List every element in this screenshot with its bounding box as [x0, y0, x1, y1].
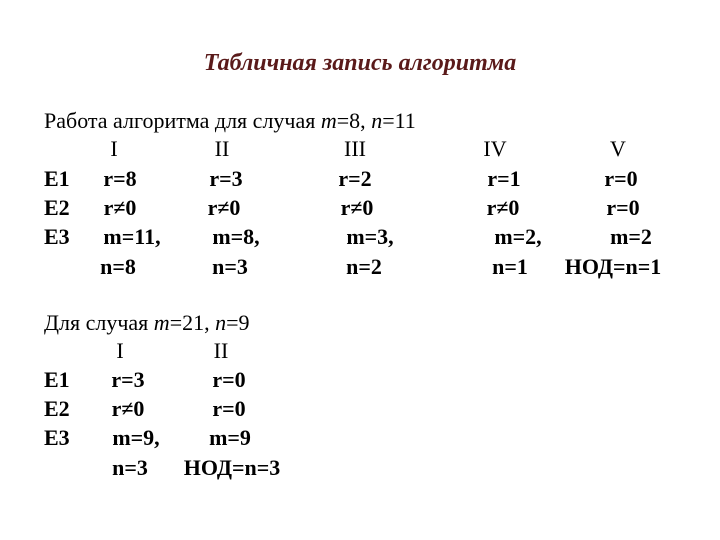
- case1-intro: [44, 108, 416, 134]
- case2-cell: r≠0: [111, 396, 145, 421]
- case1-cell: r≠0: [340, 195, 374, 220]
- case2-cell: r=0: [212, 367, 246, 392]
- case1-cell: r≠0: [486, 195, 520, 220]
- case1-column-header: IV: [483, 136, 507, 161]
- case1-cell: r≠0: [207, 195, 241, 220]
- case1-cell: m=3,: [346, 224, 394, 249]
- case2-n-value: =9: [226, 310, 250, 335]
- case1-cell: r=0: [604, 166, 638, 191]
- case1-cell: r=3: [209, 166, 243, 191]
- case1-cell: r=0: [606, 195, 640, 220]
- case1-n-variable: n: [371, 108, 383, 133]
- case2-cell: r=0: [212, 396, 246, 421]
- case2-intro-text: Для случая: [44, 310, 149, 335]
- case2-cell: n=3: [112, 455, 148, 480]
- slide-title: Табличная запись алгоритма: [203, 50, 517, 76]
- case1-cell: r=1: [487, 166, 521, 191]
- case1-m-value: =8,: [336, 108, 372, 133]
- case1-cell: r=2: [338, 166, 372, 191]
- case1-cell: m=11,: [103, 224, 161, 249]
- case1-cell: m=2,: [494, 224, 542, 249]
- case1-cell: n=1: [492, 254, 528, 279]
- case2-column-header: II: [213, 338, 229, 363]
- case2-row-label: E2: [44, 396, 70, 421]
- case2-row-label: E3: [44, 425, 70, 450]
- case1-column-header: I: [110, 136, 118, 161]
- case1-intro-text: Работа алгоритма для случая: [44, 108, 316, 133]
- case1-cell: m=2: [610, 224, 652, 249]
- case2-cell: НОД=n=3: [183, 455, 281, 480]
- case1-row-label: E2: [44, 195, 70, 220]
- case2-m-value: =21,: [169, 310, 216, 335]
- case1-n-value: =11: [382, 108, 416, 133]
- case1-column-header: II: [214, 136, 230, 161]
- case1-cell: r=8: [103, 166, 137, 191]
- case1-cell: r≠0: [103, 195, 137, 220]
- case1-cell: n=2: [346, 254, 382, 279]
- case1-cell: n=3: [212, 254, 248, 279]
- case1-row-label: E3: [44, 224, 70, 249]
- case1-cell: m=8,: [212, 224, 260, 249]
- case2-cell: r=3: [111, 367, 145, 392]
- case1-m-variable: m: [320, 108, 337, 133]
- case2-row-label: E1: [44, 367, 70, 392]
- case1-cell: n=8: [100, 254, 136, 279]
- case2-cell: m=9: [209, 425, 251, 450]
- case1-row-label: E1: [44, 166, 70, 191]
- case1-cell: НОД=n=1: [564, 254, 662, 279]
- case2-intro: [44, 310, 250, 336]
- case1-column-header: III: [344, 136, 366, 161]
- case2-cell: m=9,: [112, 425, 160, 450]
- case2-m-variable: m: [153, 310, 170, 335]
- case2-column-header: I: [116, 338, 124, 363]
- case2-n-variable: n: [215, 310, 227, 335]
- case1-column-header: V: [610, 136, 626, 161]
